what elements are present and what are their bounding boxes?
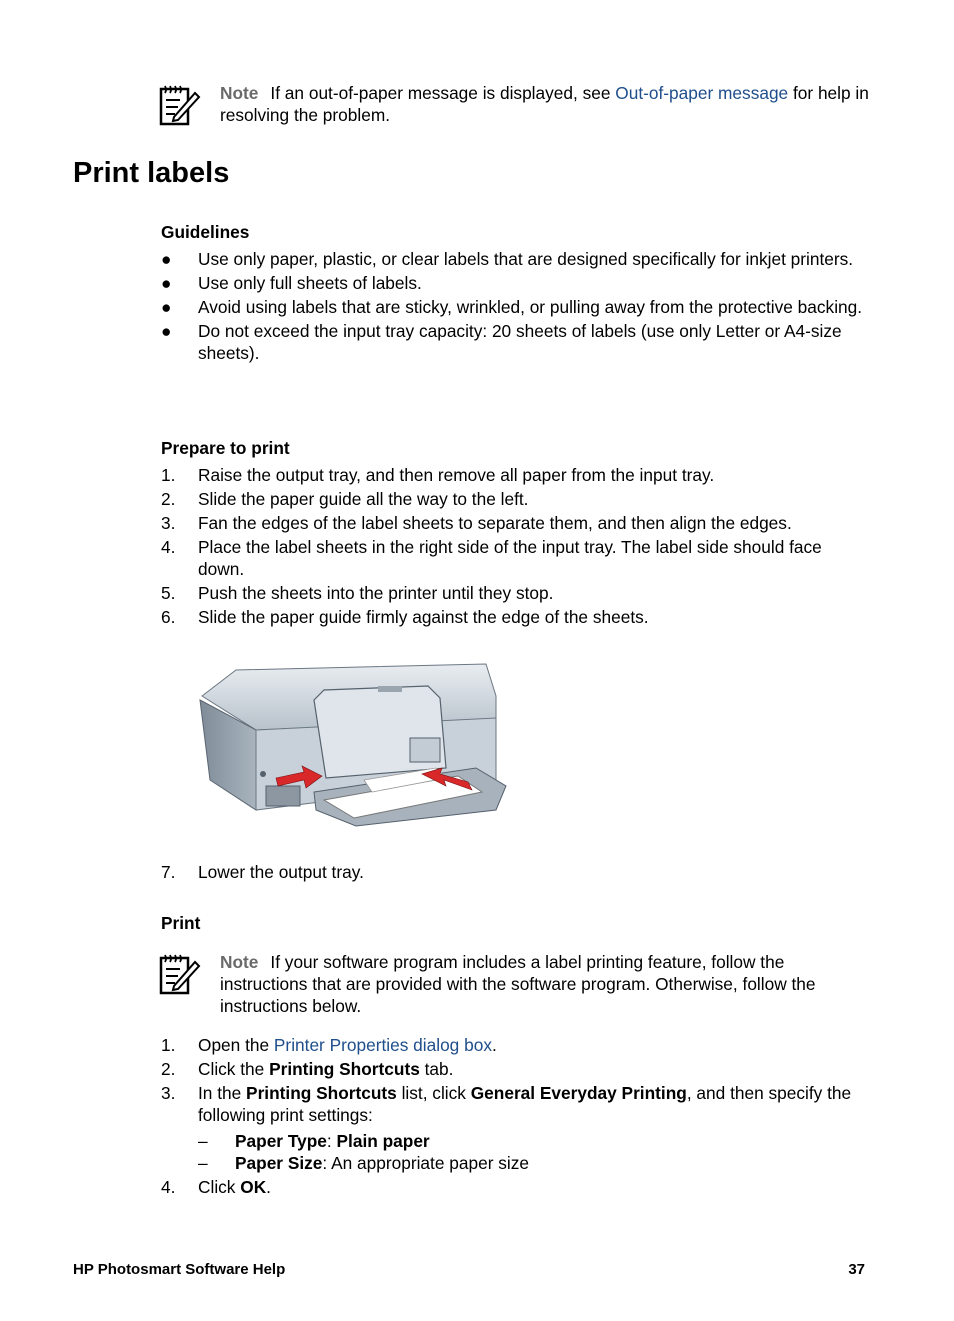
bullet: ●	[161, 297, 172, 317]
note-software-label-feature	[220, 951, 870, 1017]
note-label: Note	[220, 83, 259, 103]
page-title: Print labels	[73, 157, 230, 189]
bullet: ●	[161, 321, 172, 341]
guidelines-heading: Guidelines	[161, 222, 250, 242]
list-item: 4. Place the label sheets in the right side of the input tray. The label side should face down.	[161, 537, 822, 579]
prepare-steps	[161, 464, 866, 630]
list-item: 7. Lower the output tray.	[161, 862, 364, 882]
list-item: ● Avoid using labels that are sticky, wrinkled, or pulling away from the protective backing.	[161, 297, 863, 317]
printer-properties-link[interactable]: Printer Properties dialog box	[273, 1035, 492, 1055]
footer-title: HP Photosmart Software Help	[73, 1261, 286, 1278]
list-item: 1. Open the Printer Properties dialog box.	[161, 1035, 497, 1055]
list-item: 2. Slide the paper guide all the way to the left.	[161, 489, 529, 509]
list-item: 3. Fan the edges of the label sheets to separate them, and then align the edges.	[161, 513, 792, 533]
list-item: 5. Push the sheets into the printer until they stop.	[161, 583, 554, 603]
list-item: 4. Click OK.	[161, 1177, 271, 1197]
bullet: ●	[161, 273, 172, 293]
note-out-of-paper	[220, 82, 870, 126]
note-text-after: for help in resolving the problem.	[220, 83, 869, 125]
page-number: 37	[848, 1261, 865, 1278]
note-pencil-icon	[158, 83, 202, 127]
prepare-heading: Prepare to print	[161, 438, 290, 458]
note-label: Note	[220, 952, 259, 972]
list-item: ● Use only full sheets of labels.	[161, 273, 422, 293]
prepare-step-7	[161, 861, 866, 885]
list-item: 6. Slide the paper guide firmly against the edge of the sheets.	[161, 607, 649, 627]
guidelines-list	[161, 248, 866, 366]
print-heading: Print	[161, 913, 201, 933]
list-item: ● Do not exceed the input tray capacity: 20 sheets of labels (use only Letter or A4-size sheets).	[161, 321, 842, 363]
out-of-paper-link[interactable]: Out-of-paper message	[615, 83, 789, 103]
list-item: ● Use only paper, plastic, or clear labels that are designed specifically for inkjet printers.	[161, 249, 854, 269]
bullet: ●	[161, 249, 172, 269]
list-item: 3. In the Printing Shortcuts list, click General Everyday Printing, and then specify the following print settings: – Paper Type: Plain paper – Paper Size: An appropriate paper size	[161, 1082, 866, 1174]
list-item: 2. Click the Printing Shortcuts tab.	[161, 1059, 454, 1079]
print-steps	[161, 1034, 866, 1200]
note-text: If an out-of-paper message is displayed, see	[270, 83, 616, 103]
sub-item: – Paper Size: An appropriate paper size	[198, 1153, 529, 1173]
list-item: 1. Raise the output tray, and then remove all paper from the input tray.	[161, 465, 715, 485]
sub-item: – Paper Type: Plain paper	[198, 1131, 430, 1151]
note-text: If your software program includes a label printing feature, follow the instructions that are provided with the software program. Otherwise, follow the instructions below.	[220, 952, 816, 1016]
printer-loading-labels-illustration	[196, 660, 508, 828]
note-pencil-icon	[158, 952, 202, 996]
